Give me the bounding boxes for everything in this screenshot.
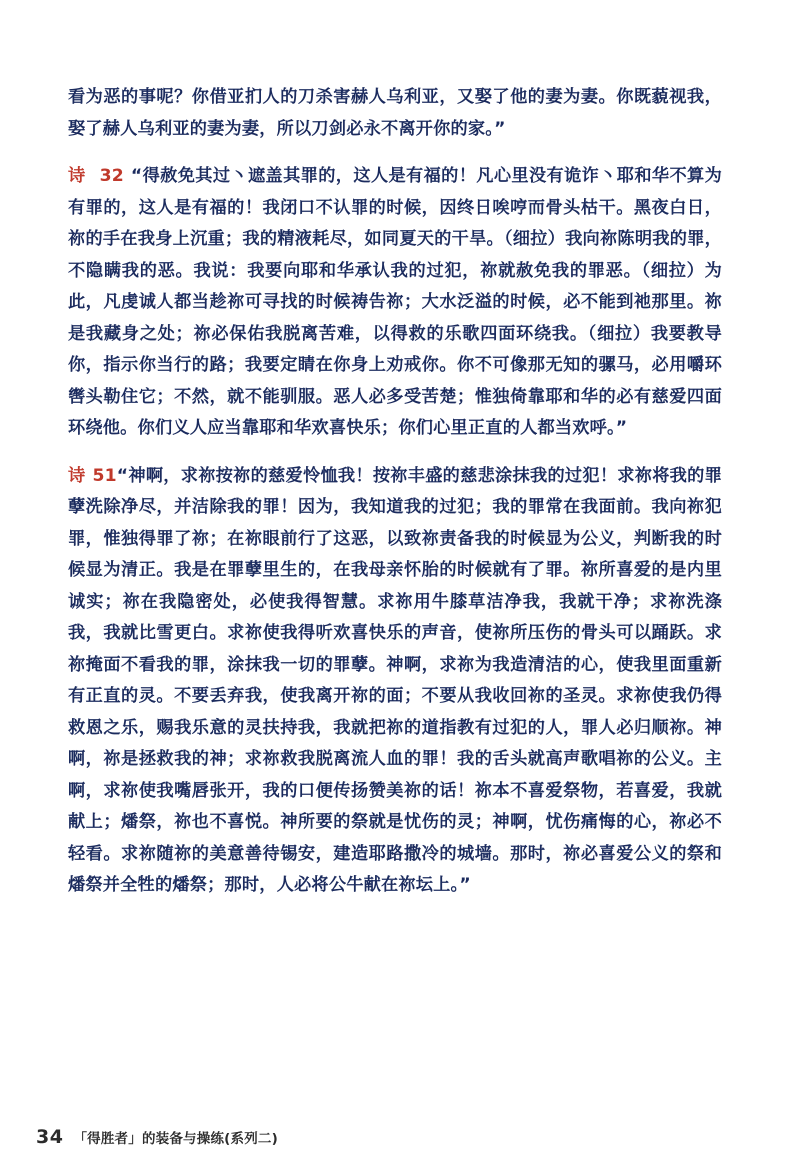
paragraph-psalm-51: [68, 461, 722, 902]
scripture-ref-label: 诗: [68, 166, 86, 186]
paragraph-text: “得赦免其过丶遮盖其罪的，这人是有福的！凡心里没有诡诈丶耶和华不算为有罪的，这人是有福的！我闭口不认罪的时候，因终日唉哼而骨头枯干。黑夜白日，祢的手在我身上沉重；我的精液耗尽，如同夏天的干旱。（细拉）我向祢陈明我的罪，不隐瞒我的恶。我说：我要向耶和华承认我的过犯，祢就赦免我的罪恶。（细拉）为此，凡虔诚人都当趁祢可寻找的时候祷告祢；大水泛溢的时候，必不能到祂那里。祢是我藏身之处；祢必保佑我脱离苦难，以得救的乐歌四面环绕我。（细拉）我要教导你，指示你当行的路；我要定睛在你身上劝戒你。你不可像那无知的骡马，必用嚼环辔头勒住它；不然，就不能驯服。恶人必多受苦楚；惟独倚靠耶和华的必有慈爱四面环绕他。你们义人应当靠耶和华欢喜快乐；你们心里正直的人都当欢呼。”: [68, 166, 723, 438]
scripture-ref-number: 32: [99, 166, 124, 186]
scripture-ref-number: 51: [92, 465, 117, 486]
scripture-ref-label: 诗: [68, 465, 86, 486]
footer-title: 「得胜者」的装备与操练(系列二): [73, 1131, 278, 1147]
page-number: 34: [36, 1126, 64, 1148]
paragraph-psalm-32: [68, 161, 722, 445]
paragraph-text: 看为恶的事呢？你借亚扪人的刀杀害赫人乌利亚，又娶了他的妻为妻。你既藐视我，娶了赫人乌利亚的妻为妻，所以刀剑必永不离开你的家。”: [68, 87, 722, 139]
page-content: [68, 82, 722, 918]
paragraph-continuation: [68, 82, 722, 145]
page-footer: [36, 1126, 278, 1148]
paragraph-text: “神啊，求祢按祢的慈爱怜恤我！按祢丰盛的慈悲涂抹我的过犯！求祢将我的罪孽洗除净尽，并洁除我的罪！因为，我知道我的过犯；我的罪常在我面前。我向祢犯罪，惟独得罪了祢；在祢眼前行了这恶，以致祢责备我的时候显为公义，判断我的时候显为清正。我是在罪孽里生的，在我母亲怀胎的时候就有了罪。祢所喜爱的是内里诚实；祢在我隐密处，必使我得智慧。求祢用牛膝草洁净我，我就干净；求祢洗涤我，我就比雪更白。求祢使我得听欢喜快乐的声音，使祢所压伤的骨头可以踊跃。求祢掩面不看我的罪，涂抹我一切的罪孽。神啊，求祢为我造清洁的心，使我里面重新有正直的灵。不要丢弃我，使我离开祢的面；不要从我收回祢的圣灵。求祢使我仍得救恩之乐，赐我乐意的灵扶持我，我就把祢的道指教有过犯的人，罪人必归顺祢。神啊，祢是拯救我的神；求祢救我脱离流人血的罪！我的舌头就高声歌唱祢的公义。主啊，求祢使我嘴唇张开，我的口便传扬赞美祢的话！祢本不喜爱祭物，若喜爱，我就献上；燔祭，祢也不喜悦。神所要的祭就是忧伤的灵；神啊，忧伤痛悔的心，祢必不轻看。求祢随祢的美意善待锡安，建造耶路撒冷的城墙。那时，祢必喜爱公义的祭和燔祭并全牲的燔祭；那时，人必将公牛献在祢坛上。”: [68, 465, 722, 895]
